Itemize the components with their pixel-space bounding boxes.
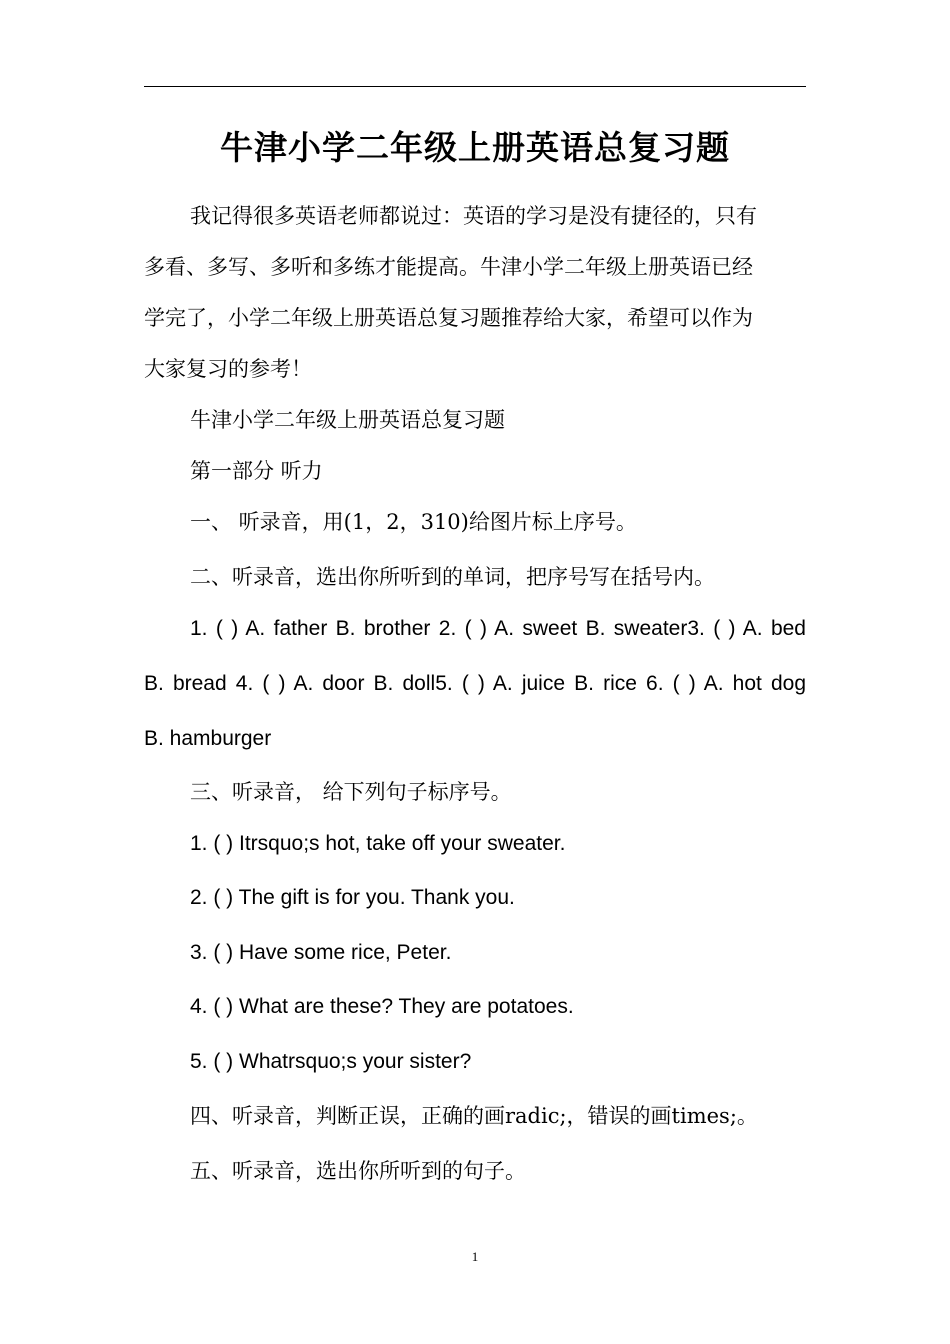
question-5: 五、听录音，选出你所听到的句子。 <box>190 1159 526 1183</box>
question-2: 二、听录音，选出你所听到的单词，把序号写在括号内。 <box>190 565 715 589</box>
q2-item-line-2: B. bread 4. ( ) A. door B. doll5. ( ) A. juice B. rice 6. ( ) A. hot dog <box>144 672 806 695</box>
question-3: 三、听录音， 给下列句子标序号。 <box>190 780 512 804</box>
q3-item-4: 4. ( ) What are these? They are potatoes. <box>190 995 574 1018</box>
intro-line-1: 我记得很多英语老师都说过：英语的学习是没有捷径的，只有 <box>190 204 757 228</box>
document-title: 牛津小学二年级上册英语总复习题 <box>220 128 730 167</box>
question-4: 四、听录音，判断正误，正确的画radic;，错误的画times;。 <box>190 1104 758 1128</box>
intro-line-2: 多看、多写、多听和多练才能提高。牛津小学二年级上册英语已经 <box>144 255 753 279</box>
q3-item-2: 2. ( ) The gift is for you. Thank you. <box>190 886 515 909</box>
part-heading: 第一部分 听力 <box>190 459 323 483</box>
q3-item-3: 3. ( ) Have some rice, Peter. <box>190 941 452 964</box>
page-number: 1 <box>471 1249 479 1264</box>
q3-item-1: 1. ( ) Itrsquo;s hot, take off your sweater. <box>190 832 566 855</box>
q3-item-5: 5. ( ) Whatrsquo;s your sister? <box>190 1050 472 1073</box>
header-rule <box>144 86 806 87</box>
subtitle: 牛津小学二年级上册英语总复习题 <box>190 408 505 432</box>
intro-line-3: 学完了，小学二年级上册英语总复习题推荐给大家，希望可以作为 <box>144 306 753 330</box>
question-1: 一、 听录音，用(1，2，310)给图片标上序号。 <box>190 510 637 534</box>
intro-line-4: 大家复习的参考！ <box>144 357 312 381</box>
q2-item-line-1: 1. ( ) A. father B. brother 2. ( ) A. sweet B. sweater3. ( ) A. bed <box>190 617 806 640</box>
q2-item-line-3: B. hamburger <box>144 727 272 750</box>
